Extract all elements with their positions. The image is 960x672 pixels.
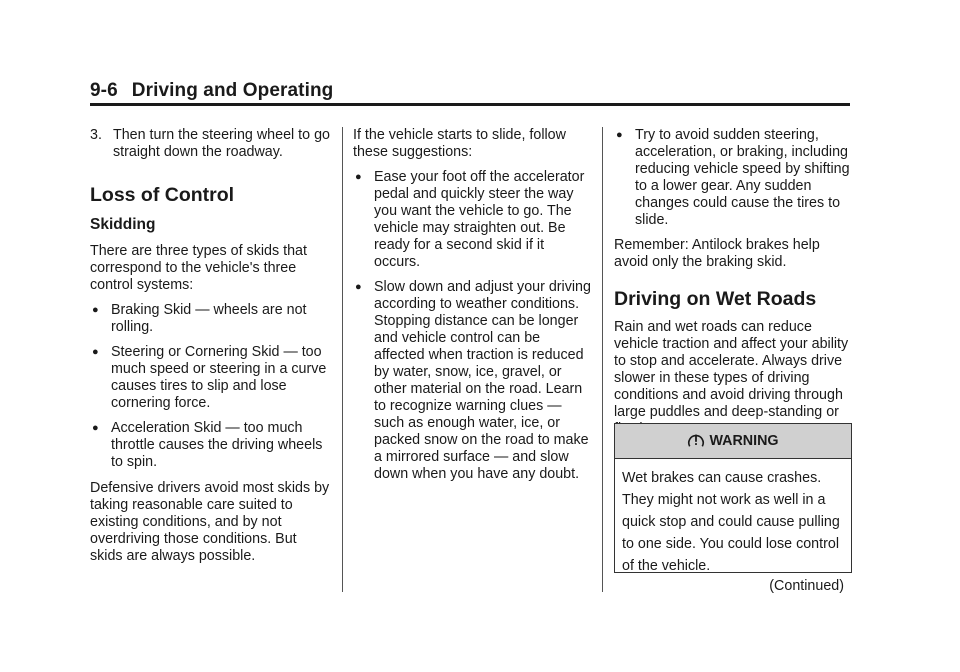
bullet-icon: ●: [355, 171, 362, 183]
bullet-icon: ●: [92, 422, 99, 434]
warning-text: Wet brakes can cause crashes. They might not work as well in a quick stop and could cause pulling to one side. You could lose control of the vehicle.: [622, 470, 840, 574]
list-item: [90, 344, 330, 412]
step-text: Then turn the steering wheel to go straight down the roadway.: [113, 127, 330, 160]
antilock-note: Remember: Antilock brakes help avoid only the braking skid.: [614, 237, 820, 270]
list-item-text: Try to avoid sudden steering, acceleration, or braking, including reducing vehicle speed by shifting to a lower gear. Any sudden changes could cause the tires to slide.: [635, 127, 850, 228]
skid-types-list: [90, 302, 330, 471]
warning-content: [615, 459, 851, 595]
list-item: [353, 279, 593, 483]
heading-loss-of-control: Loss of Control: [90, 184, 235, 206]
section-title: Driving and Operating: [131, 80, 334, 101]
column-1: [90, 127, 330, 565]
slide-intro: If the vehicle starts to slide, follow these suggestions:: [353, 127, 566, 160]
warning-box: [614, 423, 852, 594]
list-item: [614, 127, 851, 229]
warning-header: [615, 424, 851, 459]
page-number: 9-6: [90, 80, 118, 101]
list-item-text: Braking Skid — wheels are not rolling.: [111, 302, 307, 335]
heading-wet-roads: Driving on Wet Roads: [614, 288, 817, 310]
list-item-text: Slow down and adjust your driving according to weather conditions. Stopping distance can be longer and vehicle control can be affected when traction is reduced by water, snow, ice, gravel, or other material on the road. Learn to recognize warning clues — such as enough water, ice, or packed snow on the road to make a mirrored surface — and slow down when you have any doubt.: [374, 279, 591, 482]
wet-roads-text: Rain and wet roads can reduce vehicle traction and affect your ability to stop and accelerate. Always drive slower in these types of driving conditions and avoid driving through large puddles and deep-standing or: [614, 319, 849, 420]
heading-skidding: Skidding: [90, 216, 156, 233]
warning-title: WARNING: [709, 433, 779, 449]
slide-suggestions-list: [353, 169, 593, 483]
list-item: [90, 302, 330, 336]
list-item: [353, 169, 593, 271]
column-3: [614, 127, 851, 438]
step-number: 3.: [90, 127, 102, 143]
header-rule: [90, 103, 850, 106]
step-3: [90, 127, 330, 161]
header-title: [90, 80, 850, 102]
list-item-text: Ease your foot off the accelerator pedal and quickly steer the way you want the vehicle to go. The vehicle may straighten out. Be ready for a second skid if it occurs.: [374, 169, 585, 270]
column-divider-1: [342, 127, 343, 592]
list-item: [90, 420, 330, 471]
bullet-icon: ●: [616, 129, 623, 141]
bullet-icon: ●: [355, 281, 362, 293]
column-divider-2: [602, 127, 603, 592]
bullet-icon: ●: [92, 346, 99, 358]
skid-closing: Defensive drivers avoid most skids by taking reasonable care suited to existing conditions, and by not overdriving those conditions. But skids are always possible.: [90, 480, 330, 564]
skid-intro: There are three types of skids that correspond to the vehicle's three control systems:: [90, 243, 307, 293]
list-item-text: Acceleration Skid — too much throttle causes the driving wheels to spin.: [111, 420, 323, 470]
column-2: [353, 127, 593, 483]
warning-icon: [687, 431, 705, 449]
list-item-text: Steering or Cornering Skid — too much speed or steering in a curve causes tires to slip and lose cornering force.: [111, 344, 327, 411]
bullet-icon: ●: [92, 304, 99, 316]
continued-label: (Continued): [769, 578, 844, 594]
sudden-changes-list: [614, 127, 851, 229]
